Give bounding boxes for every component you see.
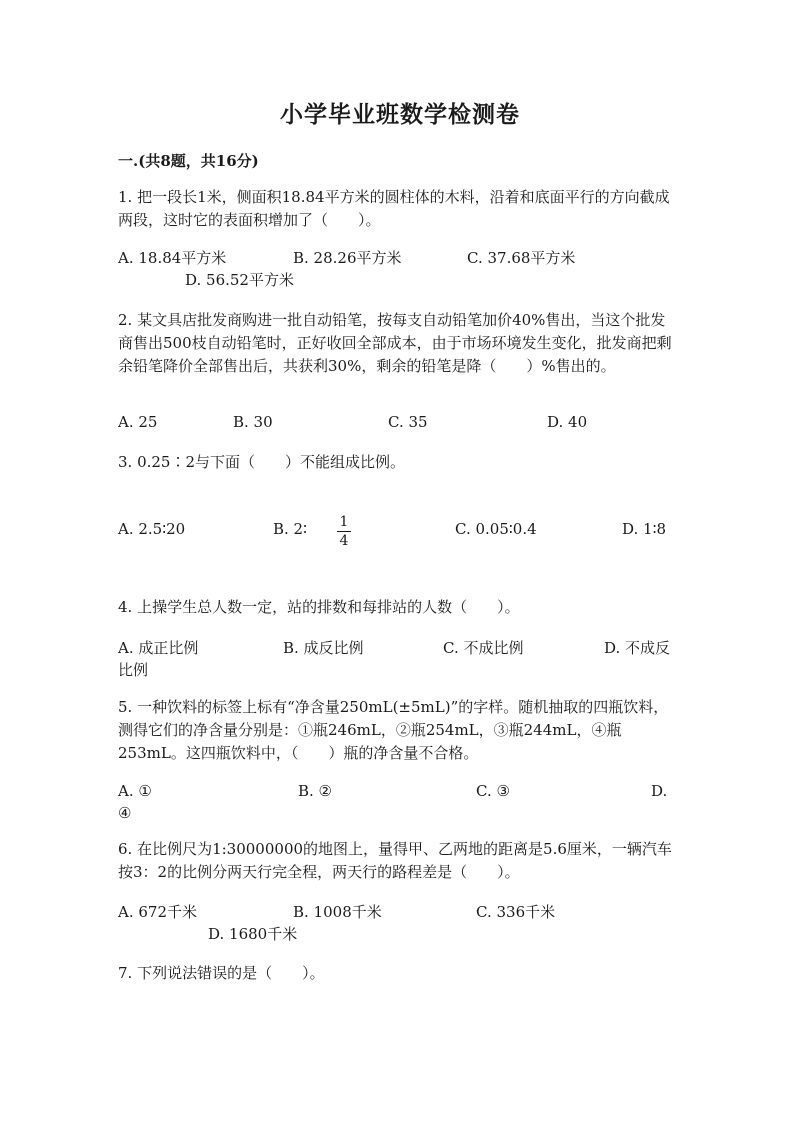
question-4-text: 4. 上操学生总人数一定，站的排数和每排站的人数（ ）。 [118, 598, 520, 616]
q5-option-c[interactable]: C. ③ [476, 782, 510, 800]
q3-option-a[interactable]: A. 2.5∶20 [118, 520, 186, 538]
q4-option-c[interactable]: C. 不成比例 [443, 639, 524, 657]
q2-option-d[interactable]: D. 40 [547, 413, 588, 431]
q2-option-c[interactable]: C. 35 [388, 413, 428, 431]
q2-option-b[interactable]: B. 30 [233, 413, 273, 431]
q6-option-a[interactable]: A. 672千米 [118, 903, 197, 921]
q3-option-b-fraction [337, 514, 351, 549]
q4-option-d[interactable]: D. 不成反比例 [118, 639, 671, 679]
q4-option-b[interactable]: B. 成反比例 [283, 639, 364, 657]
question-5-text: 5. 一种饮料的标签上标有“净含量250mL(±5mL)”的字样。随机抽取的四瓶饮料，测得它们的净含量分别是：①瓶246mL，②瓶254mL，③瓶244mL，④瓶253mL。这四瓶饮料中，（ ）瓶的净含量不合格。 [118, 698, 669, 762]
q5-option-d-wrap [118, 780, 678, 824]
page-title: 小学毕业班数学检测卷 [280, 101, 520, 128]
q4-option-a[interactable]: A. 成正比例 [118, 639, 199, 657]
question-2-text: 2. 某文具店批发商购进一批自动铅笔，按每支自动铅笔加价40%售出，当这个批发商售出500枝自动铅笔时，正好收回全部成本，由于市场环境发生变化，批发商把剩余铅笔降价全部售出后，共获利30%，剩余的铅笔是降（ ）%售出的。 [118, 311, 672, 375]
q2-option-a[interactable]: A. 25 [118, 413, 158, 431]
q5-option-d[interactable]: D. ④ [118, 782, 668, 822]
q3-option-d[interactable]: D. 1∶8 [622, 520, 667, 538]
fraction-bar [337, 531, 351, 532]
q5-option-a[interactable]: A. ① [118, 782, 152, 800]
q6-option-d[interactable]: D. 1680千米 [208, 925, 298, 943]
q3-option-c[interactable]: C. 0.05∶0.4 [455, 520, 537, 538]
fraction-denominator: 4 [339, 533, 349, 549]
question-7-text: 7. 下列说法错误的是（ ）。 [118, 964, 325, 982]
q6-option-b[interactable]: B. 1008千米 [293, 903, 382, 921]
fraction-numerator: 1 [339, 514, 349, 530]
q4-option-d-wrap [118, 637, 678, 681]
q1-option-d[interactable]: D. 56.52平方米 [185, 271, 294, 289]
section-heading: 一.(共8题，共16分) [118, 152, 259, 170]
q1-option-c[interactable]: C. 37.68平方米 [467, 249, 576, 267]
q3-option-b[interactable]: B. 2∶ [273, 520, 308, 538]
question-6-text: 6. 在比例尺为1:30000000的地图上，量得甲、乙两地的距离是5.6厘米，一辆汽车按3：2的比例分两天行完全程，两天行的路程差是（ ）。 [118, 840, 672, 881]
q6-option-c[interactable]: C. 336千米 [476, 903, 556, 921]
question-3-text: 3. 0.25∶2与下面（ ）不能组成比例。 [118, 453, 406, 471]
q1-option-b[interactable]: B. 28.26平方米 [293, 249, 402, 267]
q5-option-b[interactable]: B. ② [298, 782, 333, 800]
q1-option-a[interactable]: A. 18.84平方米 [118, 249, 227, 267]
question-1-text: 1. 把一段长1米，侧面积18.84平方米的圆柱体的木料，沿着和底面平行的方向截成两段，这时它的表面积增加了（ ）。 [118, 188, 670, 229]
